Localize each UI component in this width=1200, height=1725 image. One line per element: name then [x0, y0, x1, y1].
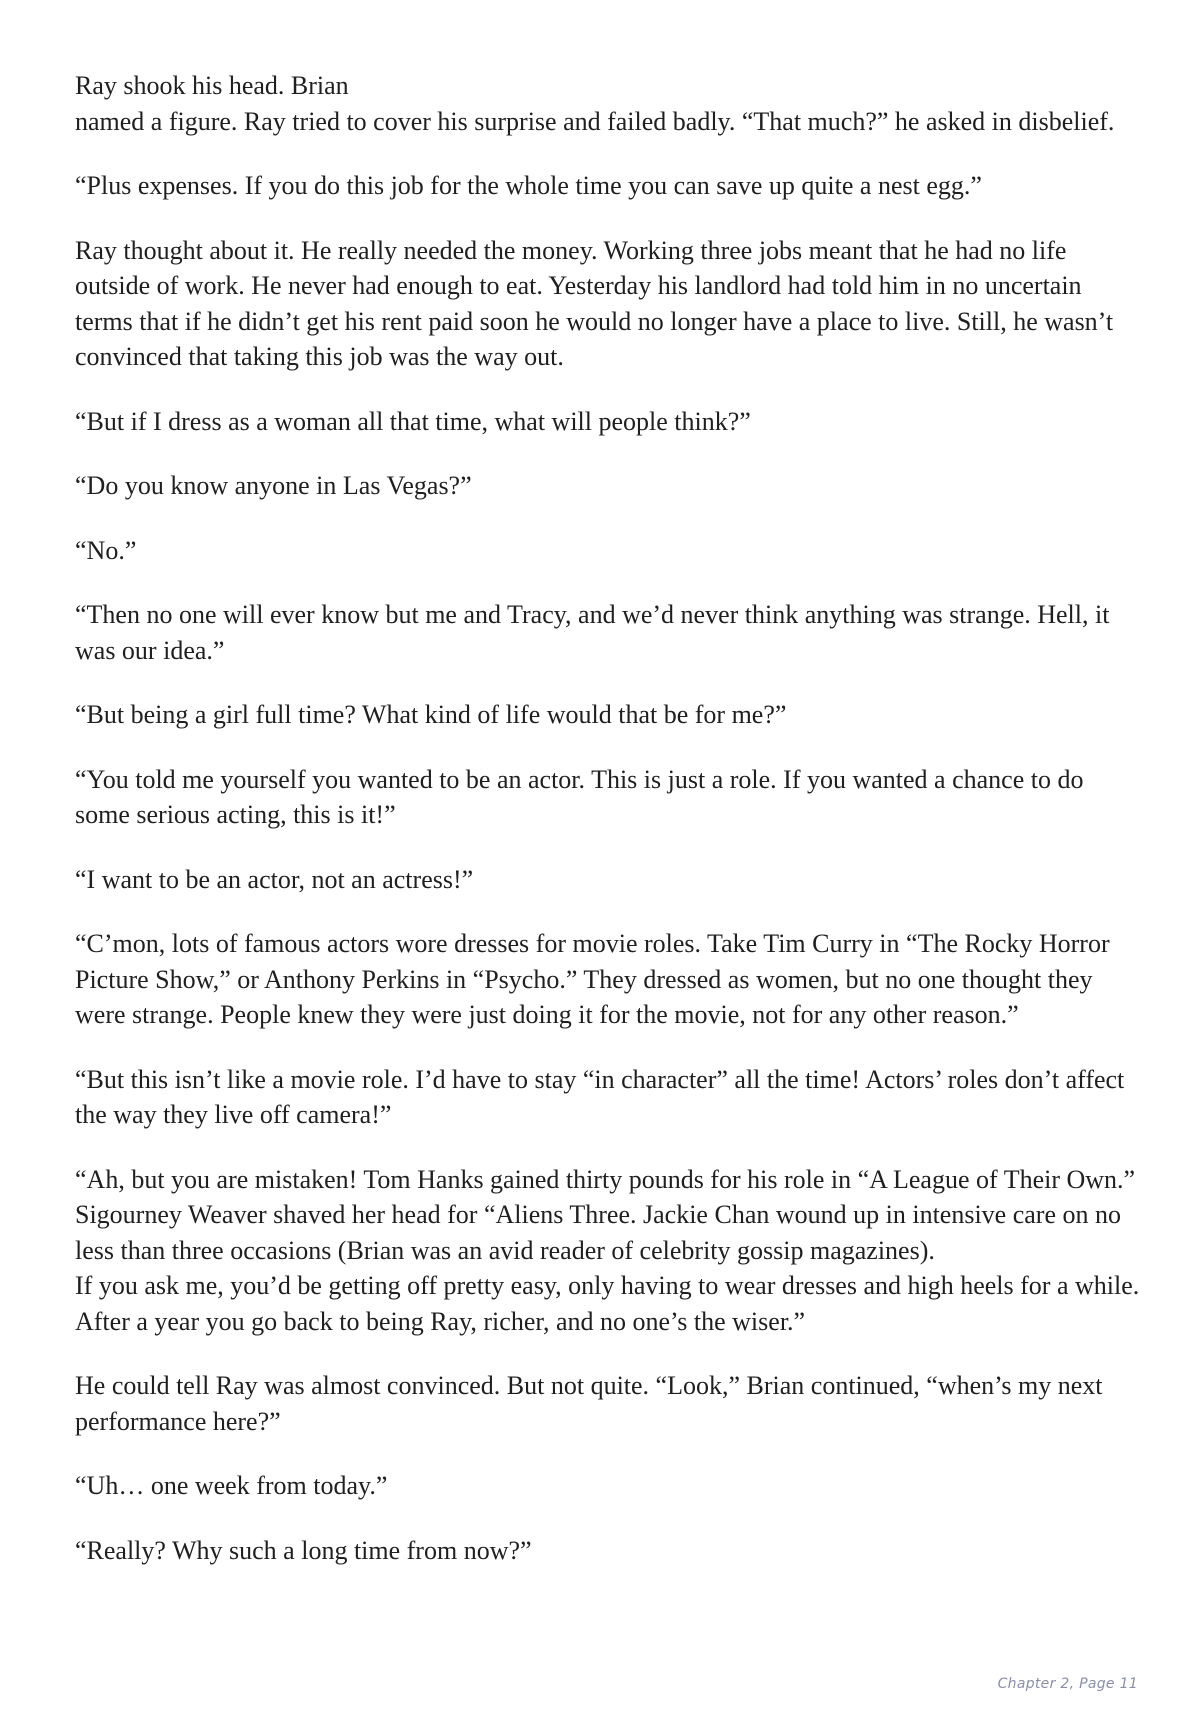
paragraph: Ray shook his head. Brian named a figure. Ray tried to cover his surprise and failed badly. “That much?” he asked in disbelief.	[75, 71, 1115, 136]
page-body	[75, 68, 1140, 1597]
paragraph: “But this isn’t like a movie role. I’d have to stay “in character” all the time! Actors’ roles don’t affect the way they live off camera!”	[75, 1064, 1125, 1129]
page-number-footer: Chapter 2, Page 11	[997, 1676, 1138, 1692]
paragraph: “C’mon, lots of famous actors wore dresses for movie roles. Take Tim Curry in “The Rocky Horror Picture Show,” or Anthony Perkins in “Psycho.” They dressed as women, but no one thought they were strange. People knew they were just doing it for the movie, not for any other reason.”	[75, 929, 1110, 1029]
paragraph: Ray thought about it. He really needed the money. Working three jobs meant that he had no life outside of work. He never had enough to eat. Yesterday his landlord had told him in no uncertain terms that if he didn’t get his rent paid soon he would no longer have a place to live. Still, he wasn’t convinced that taking this job was the way out.	[75, 235, 1114, 371]
paragraph: “I want to be an actor, not an actress!”	[75, 864, 474, 894]
paragraph: “Then no one will ever know but me and Tracy, and we’d never think anything was strange. Hell, it was our idea.”	[75, 600, 1110, 665]
paragraph: “Uh… one week from today.”	[75, 1471, 388, 1500]
paragraph: “Do you know anyone in Las Vegas?”	[75, 471, 472, 500]
paragraph: “But being a girl full time? What kind of life would that be for me?”	[75, 700, 787, 729]
paragraph: “But if I dress as a woman all that time, what will people think?”	[75, 406, 751, 436]
paragraph: He could tell Ray was almost convinced. But not quite. “Look,” Brian continued, “when’s my next performance here?”	[75, 1371, 1103, 1436]
paragraph: “You told me yourself you wanted to be an actor. This is just a role. If you wanted a chance to do some serious acting, this is it!”	[75, 764, 1084, 829]
paragraph: “Ah, but you are mistaken! Tom Hanks gained thirty pounds for his role in “A League of Their Own.” Sigourney Weaver shaved her head for “Aliens Three. Jackie Chan wound up in intensive care on no less than three occasions (Brian was an avid reader of celebrity gossip magazines). If you ask me, you’d be getting off pretty easy, only having to wear dresses and high heels for a while. After a year you go back to being Ray, richer, and no one’s the wiser.”	[75, 1164, 1140, 1336]
paragraph: “No.”	[75, 535, 137, 565]
paragraph: “Plus expenses. If you do this job for the whole time you can save up quite a nest egg.”	[75, 171, 982, 200]
paragraph: “Really? Why such a long time from now?”	[75, 1535, 532, 1565]
